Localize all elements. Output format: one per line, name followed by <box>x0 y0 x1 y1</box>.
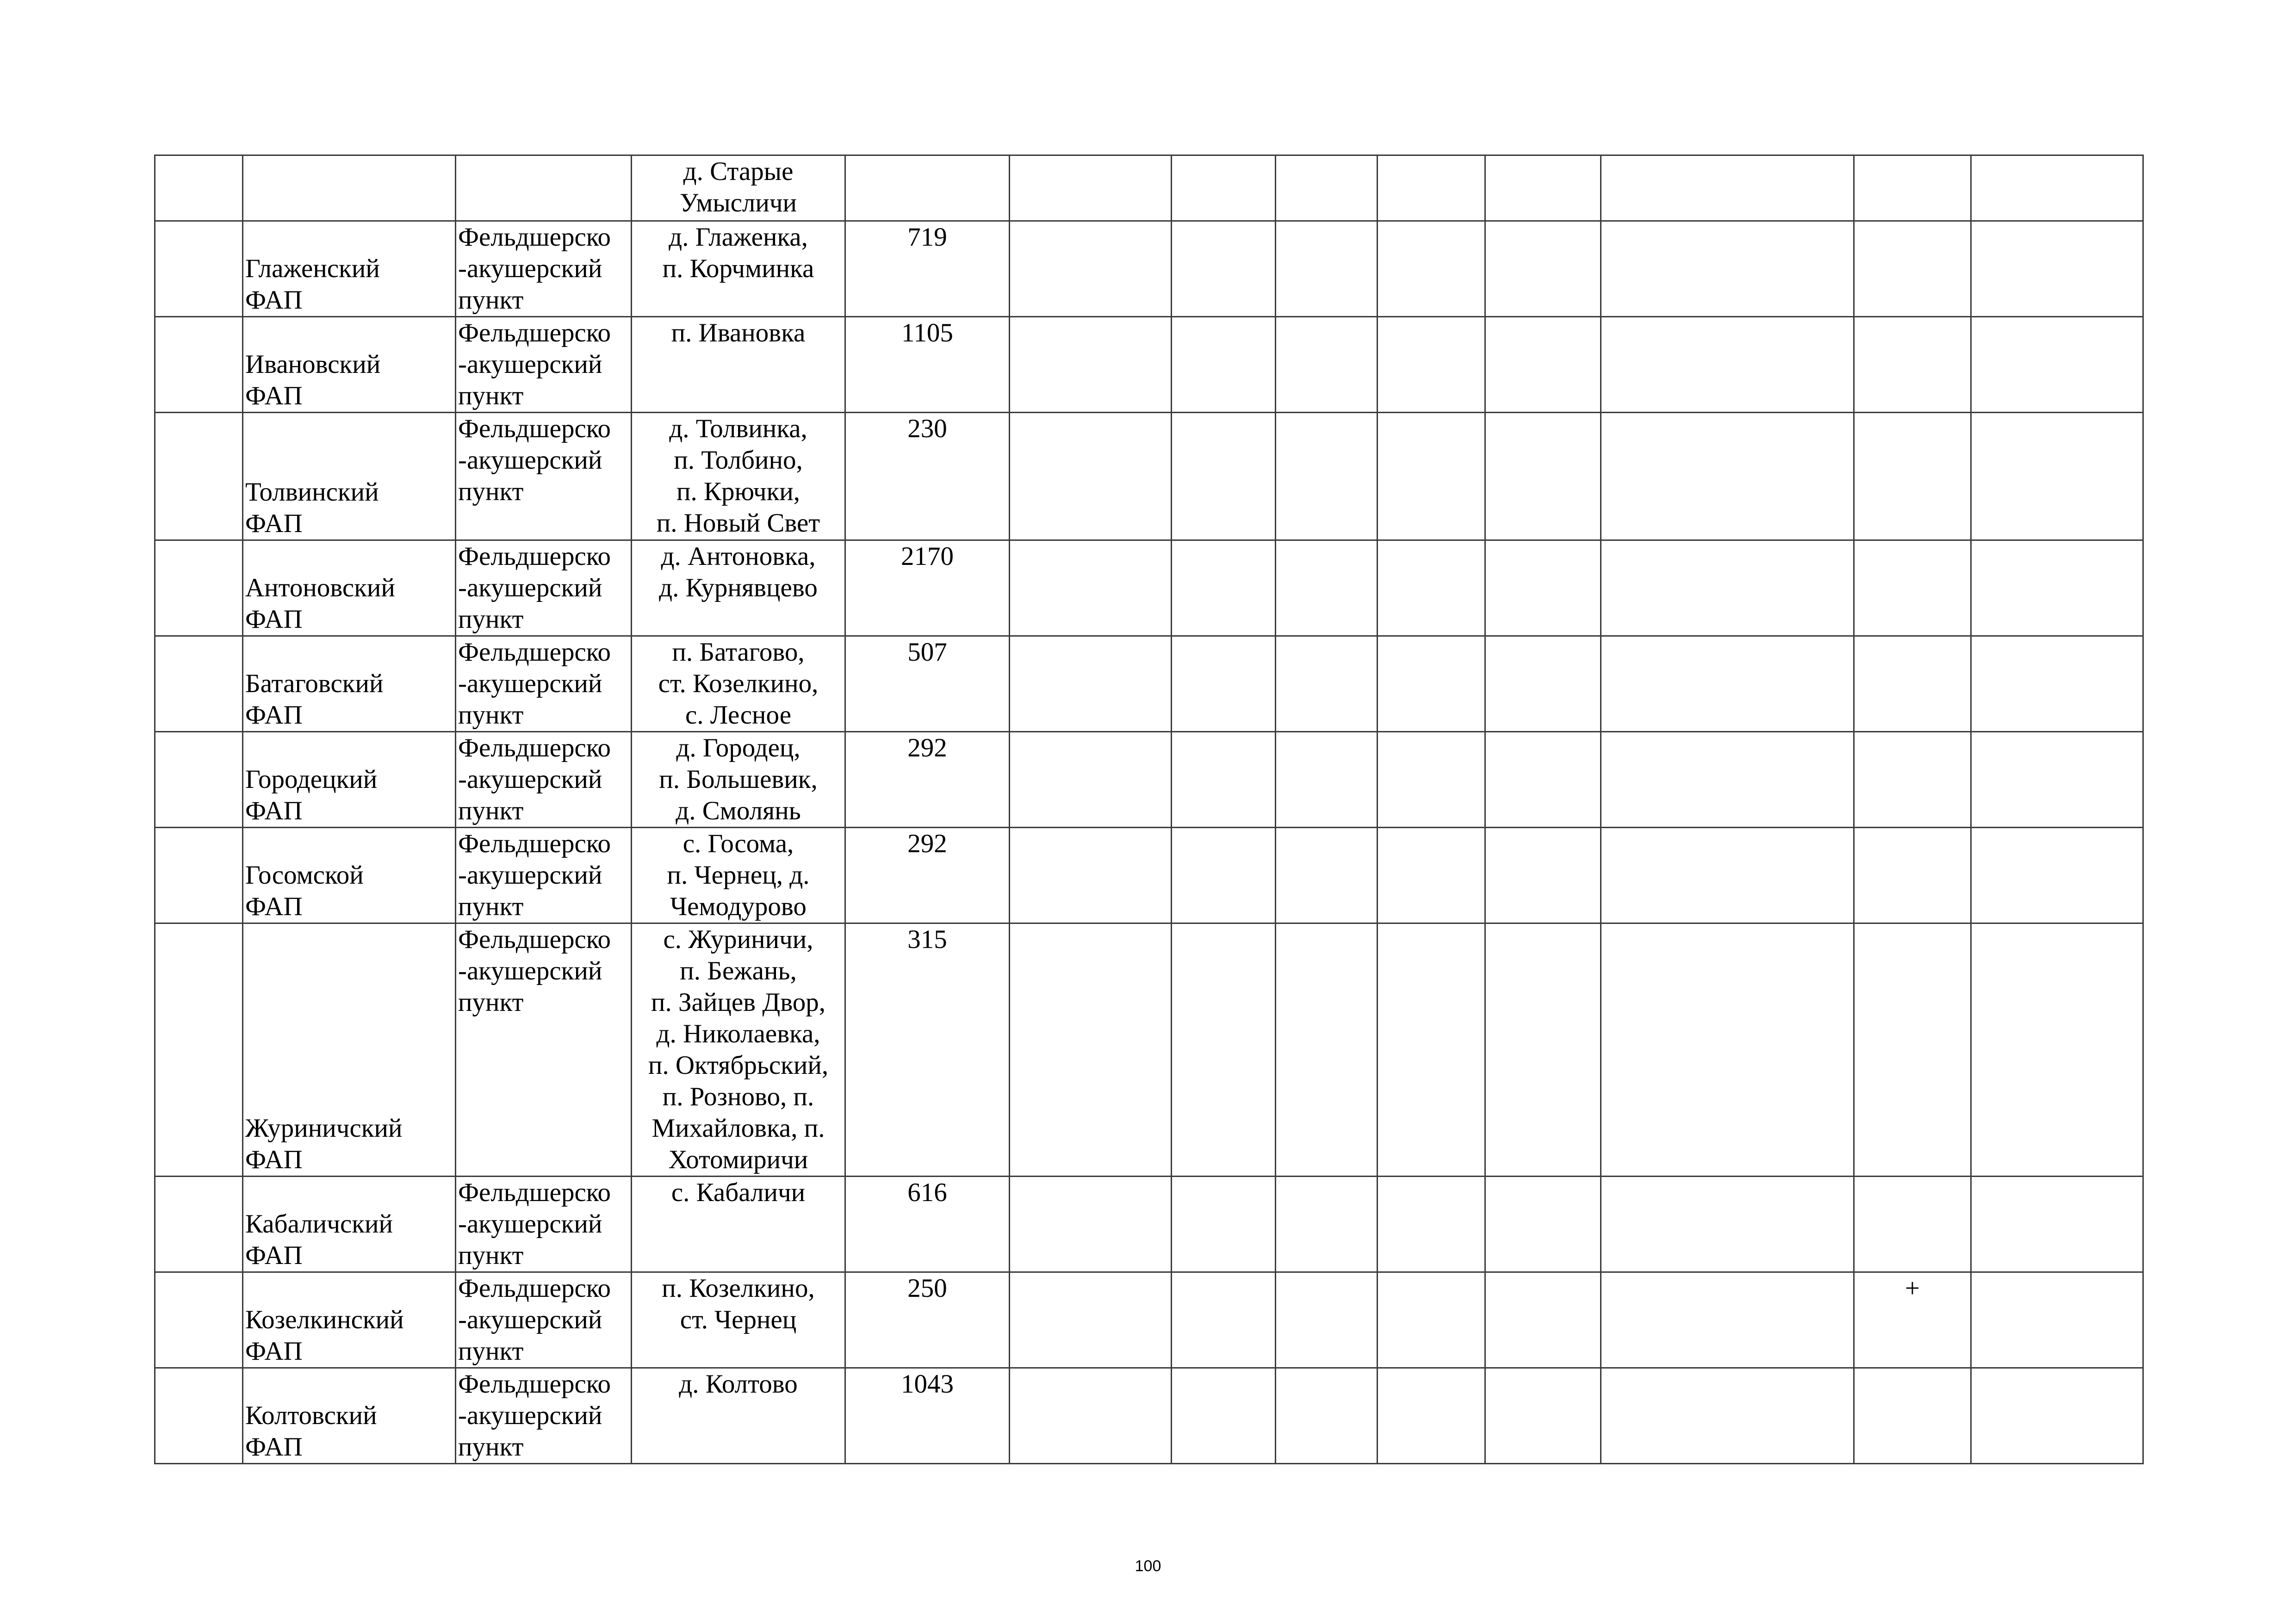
empty-cell <box>1276 413 1378 540</box>
mark-cell <box>1854 155 1971 221</box>
population-value: 1105 <box>901 318 953 347</box>
settlement-line: п. Октябрьский, <box>648 1051 829 1080</box>
table-row <box>155 1272 2143 1368</box>
empty-cell <box>1276 540 1378 636</box>
facility-type-cell <box>456 1368 632 1464</box>
facility-name-line: Козелкинский <box>245 1305 404 1334</box>
empty-cell <box>1971 1368 2143 1464</box>
empty-cell <box>1010 1272 1172 1368</box>
facility-type-line: пункт <box>458 605 524 634</box>
empty-cell <box>155 540 243 636</box>
mark-cell <box>1854 1272 1971 1368</box>
facility-type-line: -акушерский <box>458 350 602 379</box>
empty-cell <box>1971 540 2143 636</box>
population-cell <box>845 540 1010 636</box>
empty-cell <box>1378 540 1485 636</box>
table-row <box>155 155 2143 221</box>
population-value: 616 <box>907 1178 947 1207</box>
facility-name-line: Батаговский <box>245 669 384 698</box>
facility-name-cell <box>243 636 456 732</box>
empty-cell <box>155 732 243 828</box>
empty-cell <box>1485 828 1601 923</box>
mark-cell <box>1854 636 1971 732</box>
facility-type-cell <box>456 221 632 317</box>
empty-cell <box>1601 317 1854 413</box>
settlement-line: п. Толбино, <box>674 446 803 475</box>
facility-type-line: Фельдшерско <box>458 318 611 347</box>
empty-cell <box>1276 221 1378 317</box>
empty-cell <box>1601 413 1854 540</box>
facility-type-cell <box>456 540 632 636</box>
population-cell <box>845 636 1010 732</box>
facility-type-line: -акушерский <box>458 446 602 475</box>
facility-type-line: -акушерский <box>458 254 602 283</box>
facility-type-line: -акушерский <box>458 1401 602 1430</box>
empty-cell <box>1276 923 1378 1177</box>
settlement-line: Чемодурово <box>670 892 807 921</box>
facility-type-line: Фельдшерско <box>458 1274 611 1303</box>
empty-cell <box>1485 413 1601 540</box>
table-body <box>155 155 2143 1464</box>
empty-cell <box>1601 1272 1854 1368</box>
empty-cell <box>1601 540 1854 636</box>
settlement-line: п. Козелкино, <box>662 1274 815 1303</box>
settlement-line: д. Колтово <box>679 1369 798 1399</box>
empty-cell <box>1485 1272 1601 1368</box>
settlement-line: с. Кабаличи <box>671 1178 806 1207</box>
settlement-line: д. Толвинка, <box>669 414 807 443</box>
settlement-line: п. Ивановка <box>671 318 806 347</box>
facility-type-cell <box>456 828 632 923</box>
empty-cell <box>1276 1272 1378 1368</box>
population-cell <box>845 317 1010 413</box>
facility-type-line: Фельдшерско <box>458 829 611 858</box>
population-value: 250 <box>907 1274 947 1303</box>
table-row <box>155 1368 2143 1464</box>
facility-type-line: Фельдшерско <box>458 733 611 762</box>
facility-type-line: Фельдшерско <box>458 542 611 571</box>
empty-cell <box>1276 636 1378 732</box>
facility-name-line: Журиничский <box>245 1114 403 1143</box>
empty-cell <box>1971 923 2143 1177</box>
empty-cell <box>1485 636 1601 732</box>
empty-cell <box>155 1272 243 1368</box>
facility-type-line: Фельдшерско <box>458 638 611 667</box>
empty-cell <box>1172 732 1276 828</box>
facility-name-cell <box>243 1272 456 1368</box>
empty-cell <box>155 155 243 221</box>
population-cell <box>845 1272 1010 1368</box>
facility-name-cell <box>243 221 456 317</box>
empty-cell <box>1971 1177 2143 1272</box>
empty-cell <box>1172 923 1276 1177</box>
facility-name-line: ФАП <box>245 1145 303 1174</box>
facility-type-line: -акушерский <box>458 956 602 985</box>
settlement-line: д. Смолянь <box>676 796 801 825</box>
empty-cell <box>1010 732 1172 828</box>
facility-type-line: -акушерский <box>458 669 602 698</box>
mark-cell <box>1854 1368 1971 1464</box>
empty-cell <box>1971 828 2143 923</box>
settlement-line: с. Журиничи, <box>663 925 813 954</box>
table-row <box>155 317 2143 413</box>
facility-type-cell <box>456 317 632 413</box>
empty-cell <box>1971 413 2143 540</box>
settlement-line: Михайловка, п. <box>652 1114 825 1143</box>
empty-cell <box>1172 1368 1276 1464</box>
facility-name-cell <box>243 540 456 636</box>
served-settlements-cell <box>632 413 845 540</box>
empty-cell <box>1378 636 1485 732</box>
facility-name-cell <box>243 1368 456 1464</box>
empty-cell <box>1378 923 1485 1177</box>
settlement-line: д. Городец, <box>676 733 800 762</box>
mark-cell <box>1854 828 1971 923</box>
empty-cell <box>1601 1368 1854 1464</box>
empty-cell <box>1971 155 2143 221</box>
settlement-line: п. Бежань, <box>680 956 797 985</box>
facility-type-line: -акушерский <box>458 1305 602 1334</box>
population-cell <box>845 413 1010 540</box>
empty-cell <box>1276 732 1378 828</box>
facility-type-line: пункт <box>458 988 524 1017</box>
population-cell <box>845 732 1010 828</box>
table-row <box>155 221 2143 317</box>
mark-cell <box>1854 540 1971 636</box>
population-cell <box>845 155 1010 221</box>
empty-cell <box>1010 828 1172 923</box>
facility-name-cell <box>243 732 456 828</box>
facility-type-line: пункт <box>458 892 524 921</box>
facility-type-line: -акушерский <box>458 765 602 794</box>
facility-type-cell <box>456 1272 632 1368</box>
empty-cell <box>1172 1177 1276 1272</box>
facility-type-line: Фельдшерско <box>458 1369 611 1399</box>
empty-cell <box>1172 636 1276 732</box>
facility-name-cell <box>243 155 456 221</box>
settlement-line: ст. Козелкино, <box>658 669 819 698</box>
settlement-line: Хотомиричи <box>668 1145 808 1174</box>
empty-cell <box>1010 155 1172 221</box>
facility-name-line: ФАП <box>245 509 303 538</box>
facility-name-line: Ивановский <box>245 350 381 379</box>
facility-name-line: ФАП <box>245 700 303 730</box>
facilities-table <box>154 155 2144 1464</box>
empty-cell <box>1172 1272 1276 1368</box>
facility-name-line: ФАП <box>245 796 303 825</box>
table-row <box>155 828 2143 923</box>
empty-cell <box>155 1177 243 1272</box>
mark-cell <box>1854 923 1971 1177</box>
facility-name-line: Госомской <box>245 861 364 890</box>
empty-cell <box>1378 317 1485 413</box>
served-settlements-cell <box>632 317 845 413</box>
mark-cell <box>1854 1177 1971 1272</box>
facility-type-line: пункт <box>458 1432 524 1462</box>
empty-cell <box>1172 828 1276 923</box>
facility-name-line: ФАП <box>245 381 303 410</box>
facility-type-cell <box>456 413 632 540</box>
facility-name-line: ФАП <box>245 1241 303 1270</box>
page-number: 100 <box>1135 1557 1161 1575</box>
served-settlements-cell <box>632 828 845 923</box>
facility-type-line: Фельдшерско <box>458 1178 611 1207</box>
settlement-line: с. Госома, <box>683 829 794 858</box>
served-settlements-cell <box>632 540 845 636</box>
empty-cell <box>1378 828 1485 923</box>
empty-cell <box>1485 221 1601 317</box>
settlement-line: ст. Чернец <box>680 1305 797 1334</box>
population-cell <box>845 1177 1010 1272</box>
facility-name-line: Колтовский <box>245 1401 377 1430</box>
empty-cell <box>1485 1177 1601 1272</box>
facility-name-line: Кабаличский <box>245 1209 393 1239</box>
facility-type-line: пункт <box>458 381 524 410</box>
served-settlements-cell <box>632 155 845 221</box>
population-value: 719 <box>907 223 947 252</box>
facility-type-cell <box>456 155 632 221</box>
empty-cell <box>1601 636 1854 732</box>
facility-name-cell <box>243 413 456 540</box>
settlement-line: п. Новый Свет <box>656 508 820 538</box>
empty-cell <box>1010 413 1172 540</box>
empty-cell <box>1601 828 1854 923</box>
facility-type-line: Фельдшерско <box>458 925 611 954</box>
empty-cell <box>1172 413 1276 540</box>
facility-type-cell <box>456 636 632 732</box>
population-cell <box>845 828 1010 923</box>
facility-type-line: пункт <box>458 1241 524 1270</box>
mark-cell <box>1854 732 1971 828</box>
empty-cell <box>1378 155 1485 221</box>
empty-cell <box>1601 221 1854 317</box>
facility-name-cell <box>243 1177 456 1272</box>
empty-cell <box>1378 1272 1485 1368</box>
mark-value: + <box>1905 1274 1920 1303</box>
population-value: 230 <box>907 414 947 443</box>
population-value: 315 <box>907 925 947 954</box>
empty-cell <box>1276 155 1378 221</box>
settlement-line: д. Глаженка, <box>669 223 808 252</box>
facility-name-line: ФАП <box>245 892 303 921</box>
facility-name-cell <box>243 317 456 413</box>
facility-type-line: пункт <box>458 700 524 730</box>
settlement-line: п. Рознoво, п. <box>662 1082 814 1111</box>
empty-cell <box>1172 221 1276 317</box>
facility-name-line: ФАП <box>245 1337 303 1366</box>
settlement-line: п. Большевик, <box>659 765 818 794</box>
population-value: 2170 <box>901 542 954 571</box>
empty-cell <box>1485 155 1601 221</box>
served-settlements-cell <box>632 732 845 828</box>
empty-cell <box>1971 221 2143 317</box>
empty-cell <box>155 1368 243 1464</box>
empty-cell <box>1010 317 1172 413</box>
facility-name-cell <box>243 923 456 1177</box>
table-row <box>155 636 2143 732</box>
facility-name-line: ФАП <box>245 1432 303 1462</box>
facility-type-cell <box>456 732 632 828</box>
empty-cell <box>1485 317 1601 413</box>
table-row <box>155 732 2143 828</box>
settlement-line: п. Корчминка <box>662 254 814 283</box>
settlement-line: п. Крючки, <box>676 477 800 506</box>
population-value: 292 <box>907 829 947 858</box>
settlement-line: д. Антоновка, <box>661 542 816 571</box>
empty-cell <box>155 221 243 317</box>
facility-name-cell <box>243 828 456 923</box>
served-settlements-cell <box>632 221 845 317</box>
settlement-line: Умысличи <box>679 188 797 217</box>
empty-cell <box>1010 1368 1172 1464</box>
facility-type-line: -акушерский <box>458 861 602 890</box>
population-value: 507 <box>907 638 947 667</box>
settlement-line: д. Николаевка, <box>656 1019 820 1048</box>
served-settlements-cell <box>632 636 845 732</box>
empty-cell <box>1601 732 1854 828</box>
facility-type-line: Фельдшерско <box>458 414 611 443</box>
settlement-line: д. Курнявцево <box>659 573 818 602</box>
empty-cell <box>1010 221 1172 317</box>
empty-cell <box>1601 1177 1854 1272</box>
facility-type-cell <box>456 923 632 1177</box>
population-cell <box>845 1368 1010 1464</box>
facility-name-line: Антоновский <box>245 573 395 602</box>
mark-cell <box>1854 413 1971 540</box>
empty-cell <box>1010 540 1172 636</box>
empty-cell <box>1485 1368 1601 1464</box>
facility-type-cell <box>456 1177 632 1272</box>
empty-cell <box>1276 1177 1378 1272</box>
empty-cell <box>1172 155 1276 221</box>
empty-cell <box>1378 1177 1485 1272</box>
empty-cell <box>1971 317 2143 413</box>
settlement-line: п. Чернец, д. <box>667 861 810 890</box>
empty-cell <box>1601 923 1854 1177</box>
empty-cell <box>1971 732 2143 828</box>
empty-cell <box>155 828 243 923</box>
empty-cell <box>155 413 243 540</box>
empty-cell <box>1010 923 1172 1177</box>
empty-cell <box>1378 1368 1485 1464</box>
population-cell <box>845 221 1010 317</box>
facility-name-line: Толвинский <box>245 477 379 507</box>
settlement-line: п. Батагово, <box>672 638 805 667</box>
empty-cell <box>155 317 243 413</box>
table-row <box>155 413 2143 540</box>
empty-cell <box>1276 317 1378 413</box>
empty-cell <box>1601 155 1854 221</box>
empty-cell <box>1276 828 1378 923</box>
facility-name-line: ФАП <box>245 285 303 315</box>
empty-cell <box>1172 540 1276 636</box>
empty-cell <box>1010 636 1172 732</box>
empty-cell <box>1485 923 1601 1177</box>
served-settlements-cell <box>632 1272 845 1368</box>
empty-cell <box>1378 221 1485 317</box>
table-row <box>155 540 2143 636</box>
facility-type-line: Фельдшерско <box>458 223 611 252</box>
facility-type-line: пункт <box>458 796 524 825</box>
empty-cell <box>1010 1177 1172 1272</box>
facility-type-line: пункт <box>458 285 524 315</box>
population-value: 1043 <box>901 1369 954 1399</box>
mark-cell <box>1854 317 1971 413</box>
empty-cell <box>1971 1272 2143 1368</box>
facility-type-line: пункт <box>458 1337 524 1366</box>
empty-cell <box>1276 1368 1378 1464</box>
empty-cell <box>155 636 243 732</box>
facility-type-line: -акушерский <box>458 573 602 602</box>
served-settlements-cell <box>632 1177 845 1272</box>
empty-cell <box>1485 732 1601 828</box>
settlement-line: п. Зайцев Двор, <box>651 988 825 1017</box>
empty-cell <box>1172 317 1276 413</box>
facility-name-line: Глаженский <box>245 254 380 283</box>
facility-name-line: ФАП <box>245 605 303 634</box>
table-row <box>155 923 2143 1177</box>
population-cell <box>845 923 1010 1177</box>
empty-cell <box>155 923 243 1177</box>
empty-cell <box>1378 413 1485 540</box>
empty-cell <box>1971 636 2143 732</box>
served-settlements-cell <box>632 1368 845 1464</box>
mark-cell <box>1854 221 1971 317</box>
empty-cell <box>1485 540 1601 636</box>
settlement-line: д. Старые <box>683 157 794 186</box>
served-settlements-cell <box>632 923 845 1177</box>
empty-cell <box>1378 732 1485 828</box>
facility-type-line: пункт <box>458 477 524 506</box>
settlement-line: с. Лесное <box>685 700 792 730</box>
table-row <box>155 1177 2143 1272</box>
facility-type-line: -акушерский <box>458 1209 602 1239</box>
facility-name-line: Городецкий <box>245 765 378 794</box>
population-value: 292 <box>907 733 947 762</box>
